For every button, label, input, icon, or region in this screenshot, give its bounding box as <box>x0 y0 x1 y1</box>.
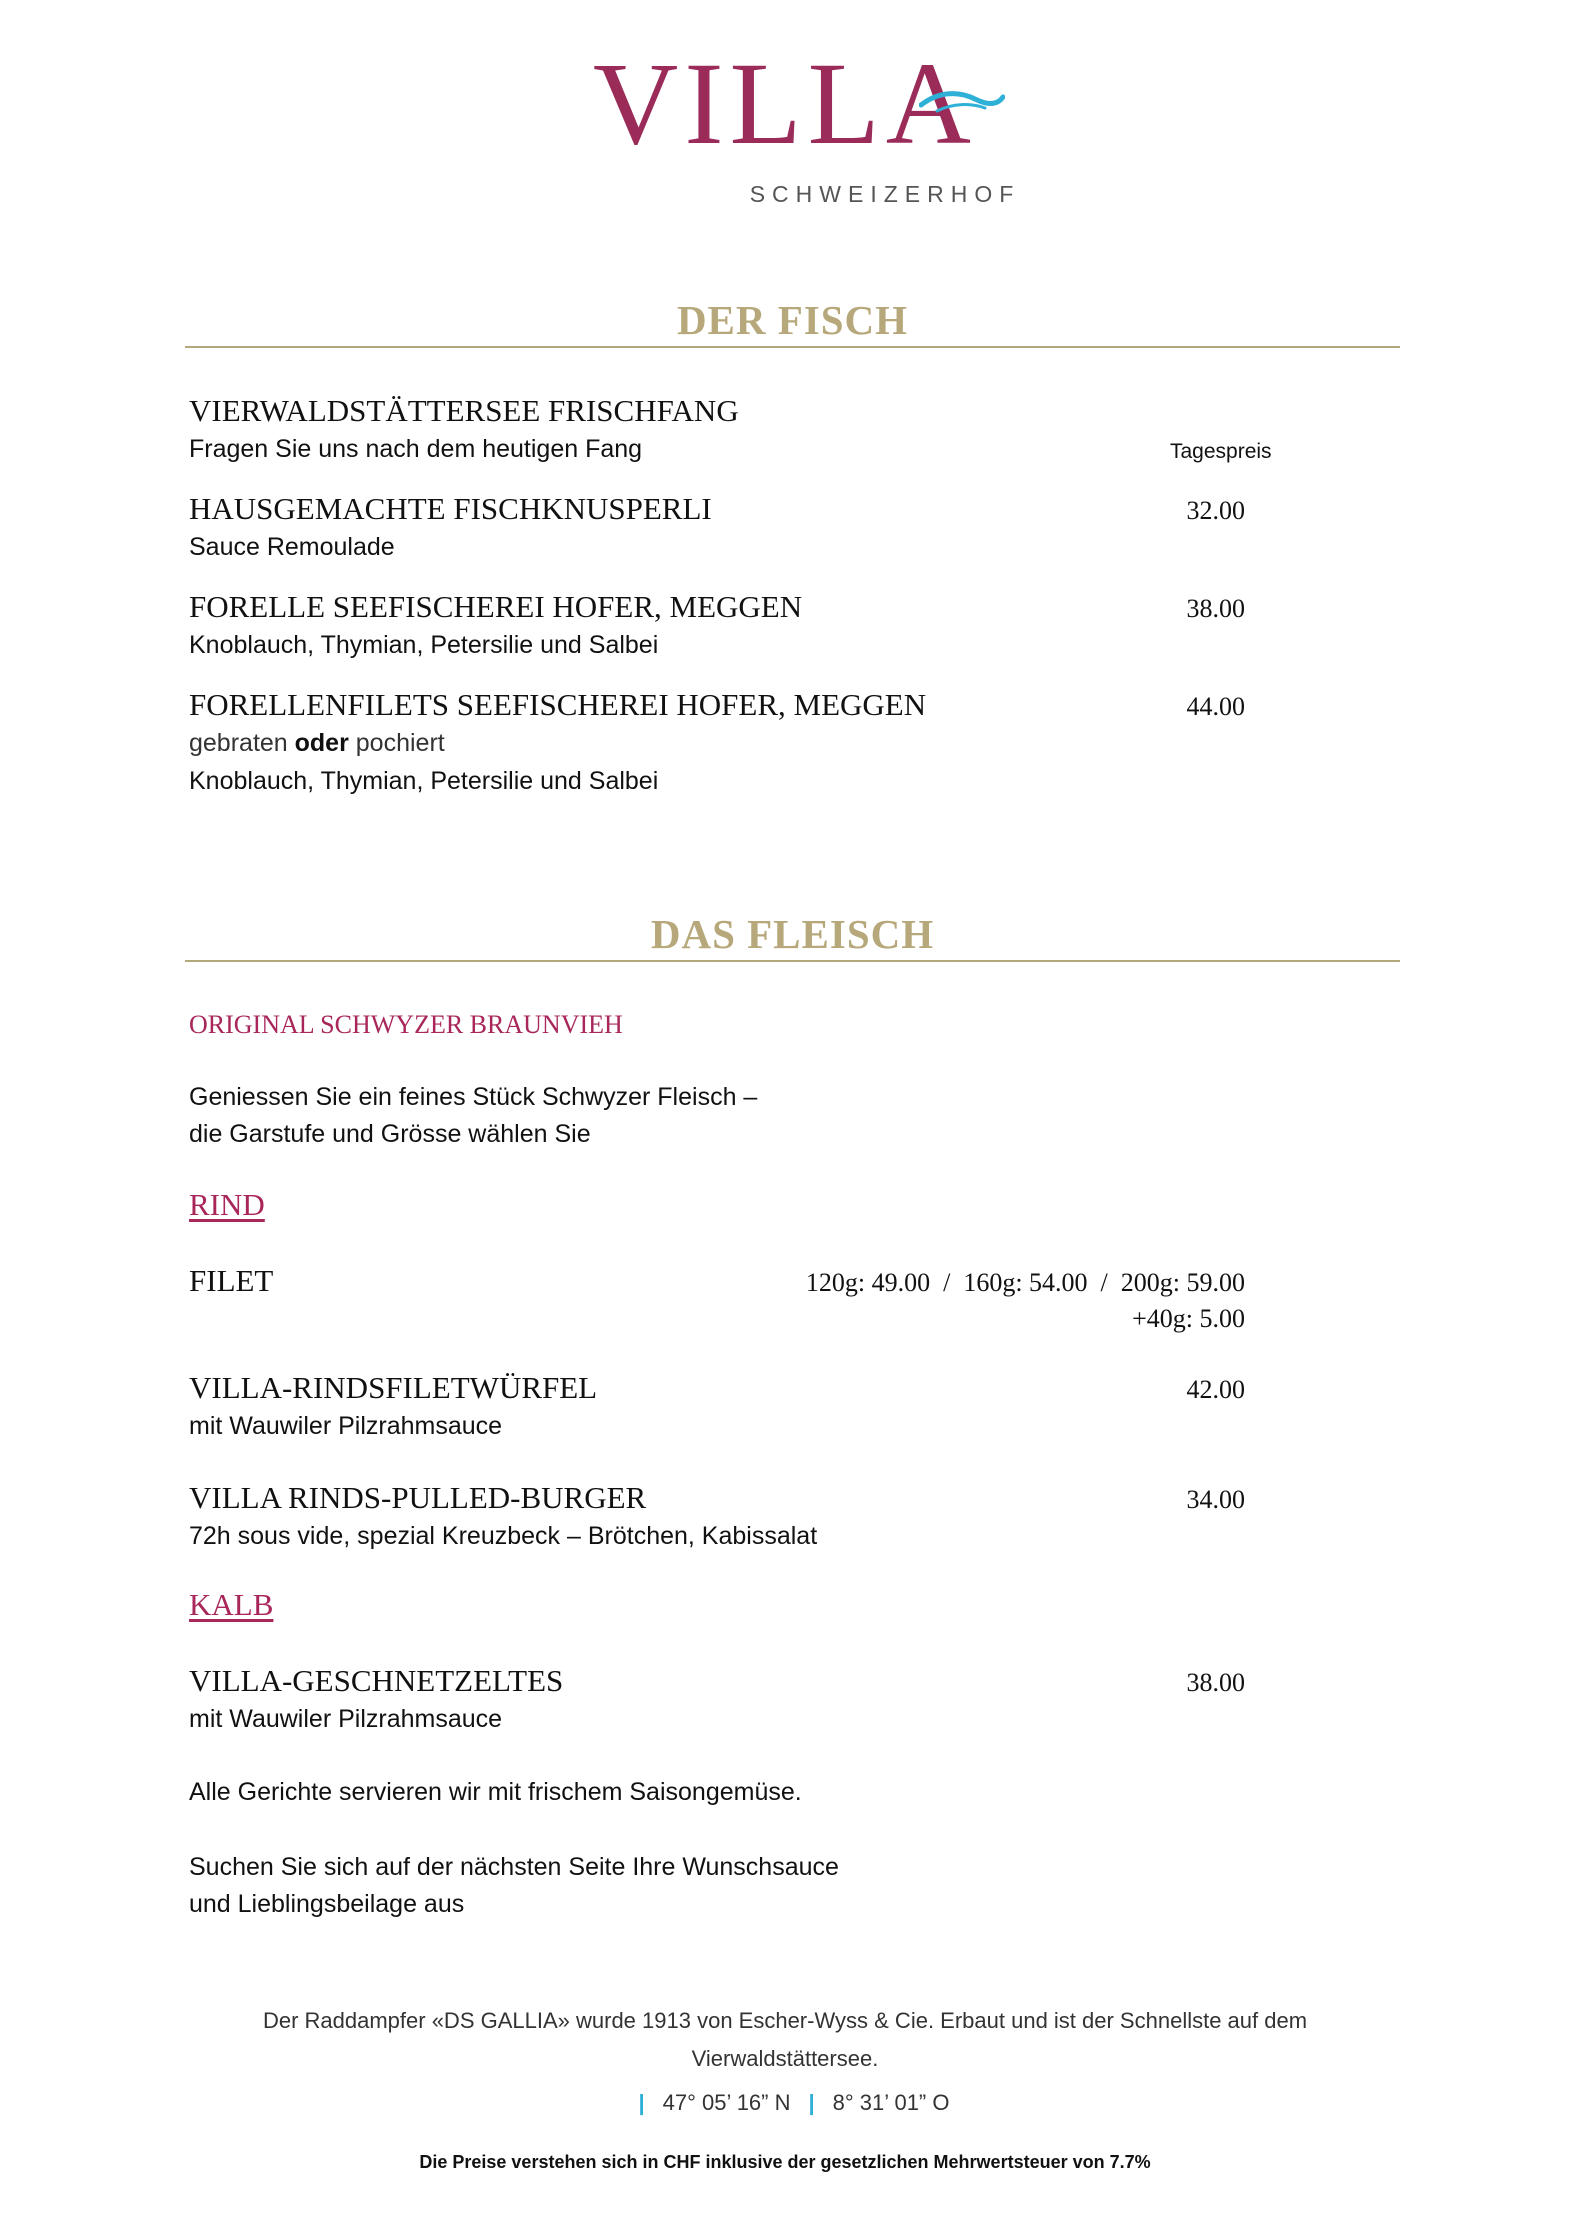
menu-item-description: Fragen Sie uns nach dem heutigen Fang <box>189 435 643 463</box>
menu-item-name: HAUSGEMACHTE FISCHKNUSPERLI <box>189 491 712 526</box>
menu-item-price: 34.00 <box>1186 1485 1245 1514</box>
menu-item-price: 38.00 <box>1186 1668 1245 1697</box>
menu-item-name: VILLA-RINDSFILETWÜRFEL <box>189 1370 598 1405</box>
menu-item-name: VIERWALDSTÄTTERSEE FRISCHFANG <box>189 393 739 428</box>
category-kalb: KALB <box>189 1587 274 1622</box>
menu-item-name: FORELLE SEEFISCHEREI HOFER, MEGGEN <box>189 589 803 624</box>
divider-bar: | <box>808 2090 815 2115</box>
category-rind: RIND <box>189 1187 265 1222</box>
sauce-note: und Lieblingsbeilage aus <box>189 1890 465 1918</box>
menu-item-name: VILLA-GESCHNETZELTES <box>189 1663 564 1698</box>
menu-item-description: Knoblauch, Thymian, Petersilie und Salbei <box>189 631 659 659</box>
daily-price-label: Tagespreis <box>1170 440 1272 463</box>
footer-coordinates <box>0 2090 1570 2116</box>
sauce-note: Suchen Sie sich auf der nächsten Seite Ihre Wunschsauce <box>189 1853 839 1881</box>
menu-item-name: FILET <box>189 1263 274 1298</box>
menu-item-name: VILLA RINDS-PULLED-BURGER <box>189 1480 647 1515</box>
logo-wordmark: VILLA <box>593 45 977 163</box>
wave-icon <box>919 89 1005 115</box>
logo-subtitle: SCHWEIZERHOF <box>749 181 1021 207</box>
footer-history: Vierwaldstättersee. <box>691 2046 879 2071</box>
menu-item-price: 38.00 <box>1186 594 1245 623</box>
filet-price-options: 120g: 49.00 / 160g: 54.00 / 200g: 59.00 <box>805 1268 1245 1297</box>
menu-item-description: mit Wauwiler Pilzrahmsauce <box>189 1412 503 1440</box>
menu-item-description: 72h sous vide, spezial Kreuzbeck – Brötchen, Kabissalat <box>189 1522 818 1550</box>
menu-item-price: 44.00 <box>1186 692 1245 721</box>
footer-history: Der Raddampfer «DS GALLIA» wurde 1913 von Escher-Wyss & Cie. Erbaut und ist der Schnellste auf dem <box>262 2008 1308 2033</box>
intro-text: die Garstufe und Grösse wählen Sie <box>189 1120 591 1148</box>
menu-item-description: mit Wauwiler Pilzrahmsauce <box>189 1705 503 1733</box>
menu-item-price: 32.00 <box>1186 496 1245 525</box>
divider-bar: | <box>638 2090 645 2115</box>
latitude: 47° 05’ 16” N <box>662 2090 791 2115</box>
section-title-fish: DER FISCH <box>676 297 909 343</box>
menu-item-description: Knoblauch, Thymian, Petersilie und Salbei <box>189 767 659 795</box>
section-divider <box>185 960 1400 962</box>
filet-price-extra: +40g: 5.00 <box>1132 1304 1245 1333</box>
section-divider <box>185 346 1400 348</box>
section-title-meat: DAS FLEISCH <box>650 911 935 957</box>
menu-item-description: Sauce Remoulade <box>189 533 395 561</box>
vegetables-note: Alle Gerichte servieren wir mit frischem Saisongemüse. <box>189 1778 802 1806</box>
menu-item-name: FORELLENFILETS SEEFISCHEREI HOFER, MEGGEN <box>189 687 927 722</box>
price-disclaimer: Die Preise verstehen sich in CHF inklusive der gesetzlichen Mehrwertsteuer von 7.7% <box>419 2152 1151 2172</box>
menu-item-preparation: gebraten oder pochiert <box>189 729 445 757</box>
origin-heading: ORIGINAL SCHWYZER BRAUNVIEH <box>189 1010 623 1039</box>
intro-text: Geniessen Sie ein feines Stück Schwyzer Fleisch – <box>189 1083 758 1111</box>
menu-item-price: 42.00 <box>1186 1375 1245 1404</box>
logo <box>0 38 1570 208</box>
longitude: 8° 31’ 01” O <box>832 2090 950 2115</box>
